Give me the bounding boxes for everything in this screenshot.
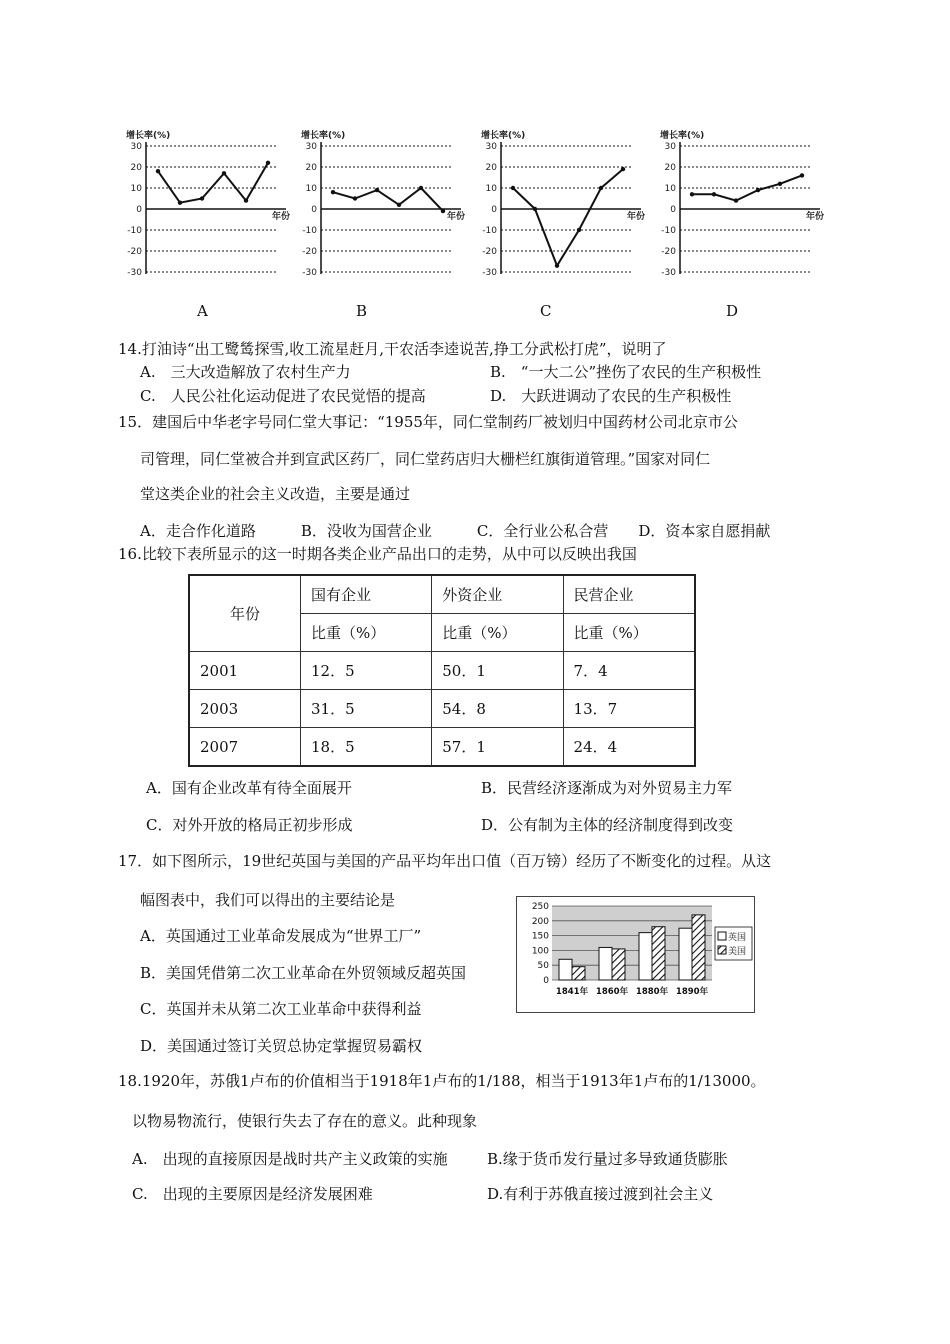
data-point [244, 198, 248, 202]
y-tick-label: -10 [302, 226, 317, 236]
chart-label-c: C [540, 302, 552, 320]
data-point [441, 209, 445, 213]
y-tick-label: -30 [127, 268, 142, 278]
x-axis-label: 年份 [271, 212, 290, 222]
table-cell: 57．1 [432, 728, 563, 767]
q17-line1: 17．如下图所示，19世纪英国与美国的产品平均年出口值（百万镑）经历了不断变化的过程。从这 [118, 852, 772, 870]
y-tick-label: 10 [305, 184, 317, 194]
x-tick-label: 1860年 [595, 987, 629, 997]
y-tick-label: 0 [311, 205, 317, 215]
table-row [189, 728, 695, 767]
q17-option-a: A．英国通过工业革命发展成为“世界工厂” [140, 927, 422, 945]
legend-swatch [718, 946, 726, 954]
growth-chart-a [118, 126, 293, 296]
data-point [778, 182, 782, 186]
q18-line2: 以物易物流行，使银行失去了存在的意义。此种现象 [132, 1112, 478, 1130]
data-point [599, 186, 603, 190]
q18-option-b: B.缘于货币发行量过多导致通货膨胀 [487, 1150, 728, 1168]
q17-line2: 幅图表中，我们可以得出的主要结论是 [140, 891, 396, 909]
q17-option-b: B．美国凭借第二次工业革命在外贸领域反超英国 [140, 964, 467, 982]
data-point [375, 188, 379, 192]
q14-option-b: B. “一大二公”挫伤了农民的生产积极性 [490, 363, 762, 381]
chart-label-b: B [356, 302, 368, 320]
q18-option-a: A. 出现的直接原因是战时共产主义政策的实施 [132, 1150, 448, 1168]
table-cell: 2003 [189, 690, 301, 728]
x-axis-label: 年份 [805, 212, 824, 222]
data-point [266, 161, 270, 165]
q16-option-b: B．民营经济逐渐成为对外贸易主力军 [481, 779, 733, 797]
q16-stem: 16.比较下表所显示的这一时期各类企业产品出口的走势，从中可以反映出我国 [118, 545, 637, 563]
legend-label: 英国 [728, 933, 747, 943]
x-tick-label: 1880年 [635, 987, 669, 997]
q14-stem: 14.打油诗“出工鹭鸶探雪,收工流星赶月,干农活李逵说苦,挣工分武松打虎”，说明了 [118, 340, 667, 358]
data-point [690, 192, 694, 196]
bar-uk [639, 933, 652, 980]
data-point [156, 169, 160, 173]
table-subheader: 比重（%） [301, 614, 432, 652]
table-cell: 12．5 [301, 652, 432, 690]
y-tick-label: 10 [485, 184, 497, 194]
table-cell: 18．5 [301, 728, 432, 767]
q18-line1: 18.1920年，苏俄1卢布的价值相当于1918年1卢布的1/188，相当于1913年1卢布的1/13000。 [118, 1072, 766, 1090]
y-tick-label: 150 [531, 931, 549, 942]
data-point [511, 186, 515, 190]
y-tick-label: -20 [127, 247, 142, 257]
data-point [222, 171, 226, 175]
data-point [178, 201, 182, 205]
q16-option-d: D．公有制为主体的经济制度得到改变 [481, 816, 734, 834]
y-tick-label: 30 [664, 142, 676, 152]
y-tick-label: 100 [531, 946, 549, 957]
table-header-private: 民营企业 [563, 575, 695, 614]
q18-option-d: D.有利于苏俄直接过渡到社会主义 [487, 1185, 714, 1203]
y-tick-label: -10 [127, 226, 142, 236]
y-tick-label: -30 [661, 268, 676, 278]
x-axis-label: 年份 [446, 212, 465, 222]
q16-option-a: A．国有企业改革有待全面展开 [146, 779, 352, 797]
table-subheader: 比重（%） [563, 614, 695, 652]
legend-label: 美国 [728, 947, 747, 957]
bar-us [572, 967, 585, 980]
bar-uk [559, 959, 572, 980]
chart-label-d: D [726, 302, 739, 320]
bar-uk [679, 928, 692, 980]
growth-chart-d [652, 126, 827, 296]
y-tick-label: 50 [537, 961, 549, 972]
growth-chart-b [293, 126, 468, 296]
y-tick-label: 20 [130, 163, 142, 173]
q16-option-c: C．对外开放的格局正初步形成 [146, 816, 353, 834]
data-point [533, 207, 537, 211]
data-point [712, 192, 716, 196]
y-tick-label: -20 [482, 247, 497, 257]
data-point [331, 190, 335, 194]
y-tick-label: 200 [531, 916, 549, 927]
y-tick-label: 10 [130, 184, 142, 194]
y-tick-label: 30 [305, 142, 317, 152]
export-bar-chart [516, 896, 755, 1013]
table-row [189, 652, 695, 690]
series-line [158, 163, 268, 203]
y-tick-label: -30 [482, 268, 497, 278]
q15-line2: 司管理，同仁堂被合并到宣武区药厂，同仁堂药店归大栅栏红旗街道管理。”国家对同仁 [140, 450, 711, 468]
q17-option-d: D．美国通过签订关贸总协定掌握贸易霸权 [140, 1037, 423, 1055]
y-tick-label: 0 [543, 976, 549, 986]
y-tick-label: 20 [664, 163, 676, 173]
table-cell: 31．5 [301, 690, 432, 728]
y-tick-label: -30 [302, 268, 317, 278]
table-cell: 13．7 [563, 690, 695, 728]
y-tick-label: 20 [305, 163, 317, 173]
bar-uk [599, 947, 612, 980]
table-year-header: 年份 [189, 575, 301, 652]
y-tick-label: 30 [130, 142, 142, 152]
data-point [800, 173, 804, 177]
data-point [419, 186, 423, 190]
y-tick-label: 250 [531, 902, 549, 912]
chart-label-a: A [197, 302, 208, 320]
y-tick-label: 0 [491, 205, 497, 215]
y-tick-label: 20 [485, 163, 497, 173]
y-tick-label: -10 [661, 226, 676, 236]
growth-chart-c [473, 126, 648, 296]
q15-options: A．走合作化道路 B．没收为国营企业 C．全行业公私合营 D．资本家自愿捐献 [140, 522, 771, 540]
data-point [734, 198, 738, 202]
table-cell: 54．8 [432, 690, 563, 728]
data-point [756, 188, 760, 192]
y-axis-label: 增长率(%) [126, 131, 171, 141]
data-point [397, 203, 401, 207]
q14-option-a: A. 三大改造解放了农村生产力 [140, 363, 351, 381]
bar-us [652, 927, 665, 980]
series-line [333, 188, 443, 211]
export-share-table [188, 574, 696, 767]
y-axis-label: 增长率(%) [301, 131, 346, 141]
y-tick-label: -20 [661, 247, 676, 257]
x-axis-label: 年份 [626, 212, 645, 222]
q15-line3: 堂这类企业的社会主义改造，主要是通过 [140, 485, 411, 503]
data-point [200, 196, 204, 200]
y-tick-label: 0 [670, 205, 676, 215]
table-header-foreign: 外资企业 [432, 575, 563, 614]
y-tick-label: 0 [136, 205, 142, 215]
x-tick-label: 1841年 [555, 987, 589, 997]
q15-line1: 15．建国后中华老字号同仁堂大事记：“1955年，同仁堂制药厂被划归中国药材公司北京市公 [118, 413, 738, 431]
data-point [555, 264, 559, 268]
table-cell: 50．1 [432, 652, 563, 690]
y-tick-label: -10 [482, 226, 497, 236]
bar-us [692, 915, 705, 980]
x-tick-label: 1890年 [675, 987, 709, 997]
table-subheader: 比重（%） [432, 614, 563, 652]
y-axis-label: 增长率(%) [481, 131, 526, 141]
table-cell: 2007 [189, 728, 301, 767]
legend-swatch [718, 932, 726, 940]
table-cell: 7．4 [563, 652, 695, 690]
data-point [621, 167, 625, 171]
table-header-state: 国有企业 [301, 575, 432, 614]
data-point [577, 228, 581, 232]
y-tick-label: 10 [664, 184, 676, 194]
table-row [189, 690, 695, 728]
q17-option-c: C．英国并未从第二次工业革命中获得利益 [140, 1000, 422, 1018]
bar-us [612, 949, 625, 980]
q14-option-d: D. 大跃进调动了农民的生产积极性 [490, 387, 732, 405]
y-tick-label: 30 [485, 142, 497, 152]
table-cell: 24．4 [563, 728, 695, 767]
table-cell: 2001 [189, 652, 301, 690]
q18-option-c: C. 出现的主要原因是经济发展困难 [132, 1185, 373, 1203]
q14-option-c: C. 人民公社化运动促进了农民觉悟的提高 [140, 387, 426, 405]
y-tick-label: -20 [302, 247, 317, 257]
data-point [353, 196, 357, 200]
y-axis-label: 增长率(%) [660, 131, 705, 141]
